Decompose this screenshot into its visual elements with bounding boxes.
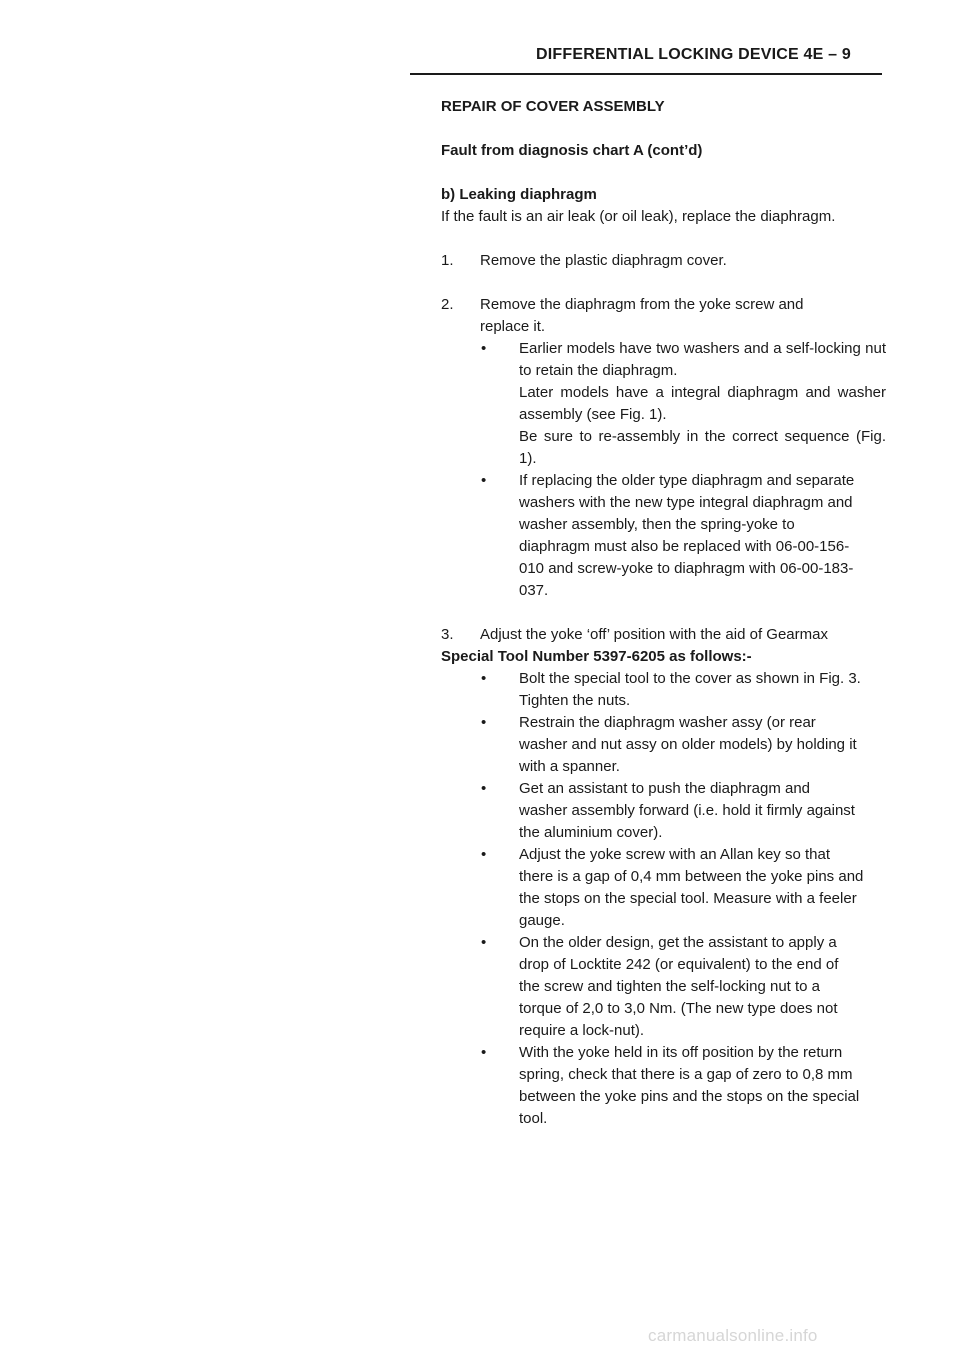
bullet-line: spring, check that there is a gap of zero to 0,8 mm <box>519 1066 853 1083</box>
watermark: carmanualsonline.info <box>648 1326 818 1345</box>
bullet-icon: • <box>481 340 487 357</box>
bullet-icon: • <box>481 846 487 863</box>
bullet-icon: • <box>481 670 487 687</box>
bullet-line: the stops on the special tool. Measure with a feeler <box>519 890 857 907</box>
bullet-line: Adjust the yoke screw with an Allan key so that <box>519 846 830 863</box>
bullet-line: the aluminium cover). <box>519 824 663 841</box>
bullet-line: On the older design, get the assistant to apply a <box>519 934 837 951</box>
bullet-line: washer and nut assy on older models) by holding it <box>519 736 857 753</box>
special-tool-line: Special Tool Number 5397-6205 as follows:- <box>441 648 752 665</box>
bullet-icon: • <box>481 472 487 489</box>
header-rule <box>410 73 882 75</box>
step-3 <box>441 624 886 1130</box>
bullet-line: Restrain the diaphragm washer assy (or rear <box>519 714 816 731</box>
bullet-line: require a lock-nut). <box>519 1022 645 1039</box>
fault-intro: If the fault is an air leak (or oil leak), replace the diaphragm. <box>441 208 836 225</box>
bullet-paragraph: Earlier models have two washers and a self-locking nut to retain the diaphragm. <box>519 340 886 379</box>
bullet-line: If replacing the older type diaphragm and separate <box>519 472 855 489</box>
step-2-bullets <box>480 338 886 602</box>
bullet-line: diaphragm must also be replaced with 06-00-156- <box>519 538 850 555</box>
step-text: Remove the plastic diaphragm cover. <box>480 252 727 269</box>
list-item <box>441 778 886 844</box>
bullet-line: Tighten the nuts. <box>519 692 631 709</box>
page-header-title: DIFFERENTIAL LOCKING DEVICE 4E – 9 <box>536 46 851 63</box>
bullet-icon: • <box>481 714 487 731</box>
bullet-icon: • <box>481 1044 487 1061</box>
bullet-line: there is a gap of 0,4 mm between the yoke pins and <box>519 868 864 885</box>
step-number: 2. <box>441 296 454 313</box>
bullet-line: washer assembly forward (i.e. hold it firmly against <box>519 802 855 819</box>
step-text: Adjust the yoke ‘off’ position with the aid of Gearmax <box>480 626 828 643</box>
list-item <box>480 470 886 602</box>
list-item <box>441 932 886 1042</box>
fault-title: b) Leaking diaphragm <box>441 186 597 203</box>
bullet-line: washers with the new type integral diaphragm and <box>519 494 853 511</box>
list-item <box>441 712 886 778</box>
bullet-icon: • <box>481 934 487 951</box>
step-3-bullets <box>441 668 886 1130</box>
step-2 <box>441 294 886 602</box>
step-text-line: Remove the diaphragm from the yoke screw and <box>480 296 804 313</box>
section-subheading: Fault from diagnosis chart A (cont’d) <box>441 142 703 159</box>
bullet-line: gauge. <box>519 912 565 929</box>
list-item <box>441 1042 886 1130</box>
bullet-icon: • <box>481 780 487 797</box>
bullet-paragraph: Later models have a integral diaphragm and washer assembly (see Fig. 1). <box>519 384 886 423</box>
bullet-paragraph: Be sure to re-assembly in the correct sequence (Fig. 1). <box>519 428 886 467</box>
bullet-line: With the yoke held in its off position by the return <box>519 1044 843 1061</box>
step-1 <box>441 250 886 272</box>
bullet-line: torque of 2,0 to 3,0 Nm. (The new type does not <box>519 1000 838 1017</box>
main-content <box>441 96 886 1130</box>
bullet-line: between the yoke pins and the stops on the special <box>519 1088 860 1105</box>
bullet-line: with a spanner. <box>519 758 620 775</box>
list-item <box>480 338 886 470</box>
section-heading: REPAIR OF COVER ASSEMBLY <box>441 98 665 115</box>
bullet-line: washer assembly, then the spring-yoke to <box>519 516 795 533</box>
list-item <box>441 668 886 712</box>
bullet-line: drop of Locktite 242 (or equivalent) to the end of <box>519 956 839 973</box>
step-text-line: replace it. <box>480 318 546 335</box>
step-3-line <box>441 624 886 646</box>
bullet-line: the screw and tighten the self-locking nut to a <box>519 978 821 995</box>
bullet-line: Get an assistant to push the diaphragm and <box>519 780 811 797</box>
list-item <box>441 844 886 932</box>
bullet-line: tool. <box>519 1110 548 1127</box>
bullet-line: 037. <box>519 582 549 599</box>
step-number: 1. <box>441 252 454 269</box>
step-number: 3. <box>441 626 454 643</box>
bullet-line: 010 and screw-yoke to diaphragm with 06-00-183- <box>519 560 854 577</box>
bullet-line: Bolt the special tool to the cover as shown in Fig. 3. <box>519 670 861 687</box>
